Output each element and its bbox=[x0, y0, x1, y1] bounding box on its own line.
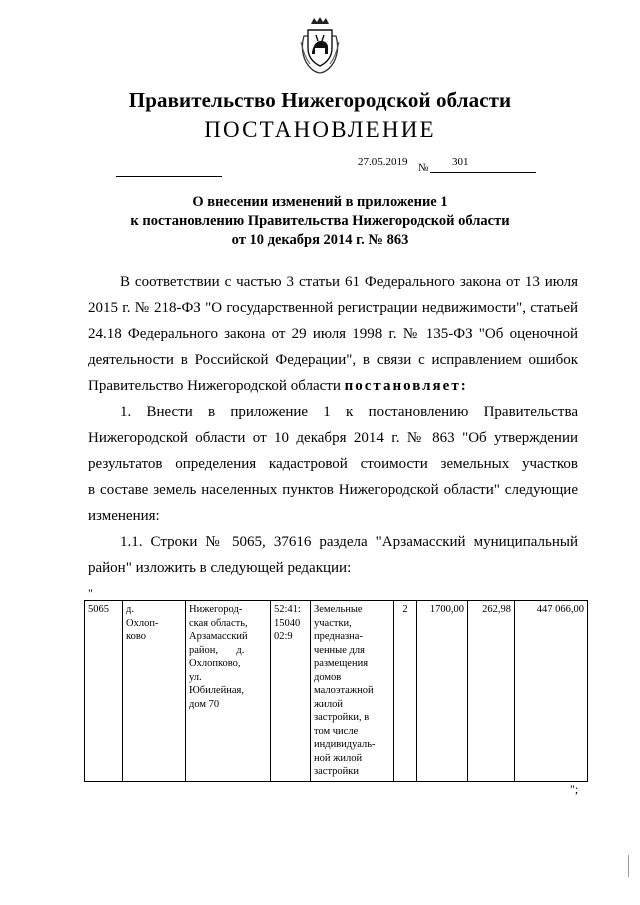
body-line: в составе земель населенных пунктов Нижегородской области" следующие bbox=[88, 482, 578, 498]
cell-line: застройки bbox=[314, 766, 360, 777]
document-type: ПОСТАНОВЛЕНИЕ bbox=[204, 117, 436, 142]
body-line: 1. Внести в приложение 1 к постановлению Правительства bbox=[120, 404, 578, 420]
cell-area: 1700,00 bbox=[417, 601, 468, 782]
cell-line: Нижегород- bbox=[189, 604, 243, 615]
cell-line: Охлоп- bbox=[126, 617, 159, 629]
cell-rate: 262,98 bbox=[468, 601, 515, 782]
cell-line: индивидуаль- bbox=[314, 739, 376, 750]
margin-mark bbox=[628, 855, 629, 877]
cell-line: ул. bbox=[189, 671, 202, 683]
number-line bbox=[430, 172, 536, 173]
cell-line: Охлопково, bbox=[189, 658, 241, 669]
cell-line: Арзамасский bbox=[189, 631, 248, 642]
decree-number: 301 bbox=[452, 156, 469, 168]
resolves-word: постановляет: bbox=[344, 378, 468, 394]
cell-line: жилой bbox=[314, 698, 343, 710]
cell-line: домов bbox=[314, 671, 342, 683]
quote-open: " bbox=[88, 586, 93, 600]
body-line: деятельности в Российской Федерации", в связи с исправлением ошибок bbox=[88, 352, 578, 368]
cell-group: 2 bbox=[394, 601, 417, 782]
cell-line: участки, bbox=[314, 617, 352, 629]
decree-subject bbox=[0, 193, 640, 250]
cell-line: предназна- bbox=[314, 631, 363, 642]
cell-line: ская область, bbox=[189, 617, 248, 629]
date-line-left bbox=[116, 176, 222, 177]
subject-line: к постановлению Правительства Нижегородской области bbox=[130, 213, 510, 229]
cell-line: ной жилой bbox=[314, 752, 363, 764]
cell-line: Земельные bbox=[314, 604, 363, 615]
cadastral-table bbox=[84, 600, 588, 782]
body-line bbox=[88, 373, 578, 399]
cell-line: 02:9 bbox=[274, 631, 293, 642]
cell-line: том числе bbox=[314, 725, 359, 737]
cell-locality bbox=[123, 601, 186, 782]
cell-number: 5065 bbox=[85, 601, 123, 782]
cell-line: д. bbox=[126, 604, 134, 615]
cell-cost: 447 066,00 bbox=[515, 601, 588, 782]
body-line: 24.18 Федерального закона от 29 июля 1998 г. № 135-ФЗ "Об оценочной bbox=[88, 326, 578, 342]
body-line: 1.1. Строки № 5065, 37616 раздела "Арзамасский муниципальный bbox=[120, 534, 578, 550]
subject-line: О внесении изменений в приложение 1 bbox=[192, 194, 448, 210]
cell-land-use bbox=[311, 601, 394, 782]
cell-line: застройки, в bbox=[314, 712, 370, 723]
quote-close: "; bbox=[570, 782, 579, 796]
cell-line: ченные для bbox=[314, 644, 365, 656]
number-sign: № bbox=[418, 162, 429, 174]
coat-of-arms-icon bbox=[298, 16, 342, 74]
cell-line: малоэтажной bbox=[314, 685, 374, 696]
body-text: Правительство Нижегородской области bbox=[88, 378, 341, 394]
cell-line: дом 70 bbox=[189, 698, 220, 710]
body-line: В соответствии с частью 3 статьи 61 Федерального закона от 13 июля bbox=[120, 274, 578, 290]
subject-line: от 10 декабря 2014 г. № 863 bbox=[231, 232, 409, 248]
cell-cadastral-quarter bbox=[271, 601, 311, 782]
body-line: Нижегородской области от 10 декабря 2014 г. № 863 "Об утверждении bbox=[88, 430, 578, 446]
cell-line: Юбилейная, bbox=[189, 685, 245, 696]
cell-line: размещения bbox=[314, 658, 369, 669]
decree-body bbox=[88, 269, 578, 581]
body-line: результатов определения кадастровой стоимости земельных участков bbox=[88, 456, 578, 472]
cell-line: 15040 bbox=[274, 617, 301, 629]
government-title: Правительство Нижегородской области bbox=[128, 88, 512, 112]
cell-line: ково bbox=[126, 631, 146, 642]
table-row bbox=[85, 601, 588, 782]
body-line: район" изложить в следующей редакции: bbox=[88, 560, 352, 576]
cell-address bbox=[186, 601, 271, 782]
decree-date: 27.05.2019 bbox=[358, 156, 408, 168]
cell-line: район, д. bbox=[189, 644, 245, 656]
body-line: изменения: bbox=[88, 508, 160, 524]
body-line: 2015 г. № 218-ФЗ "О государственной регистрации недвижимости", статьей bbox=[88, 300, 578, 316]
cell-line: 52:41: bbox=[274, 604, 301, 615]
